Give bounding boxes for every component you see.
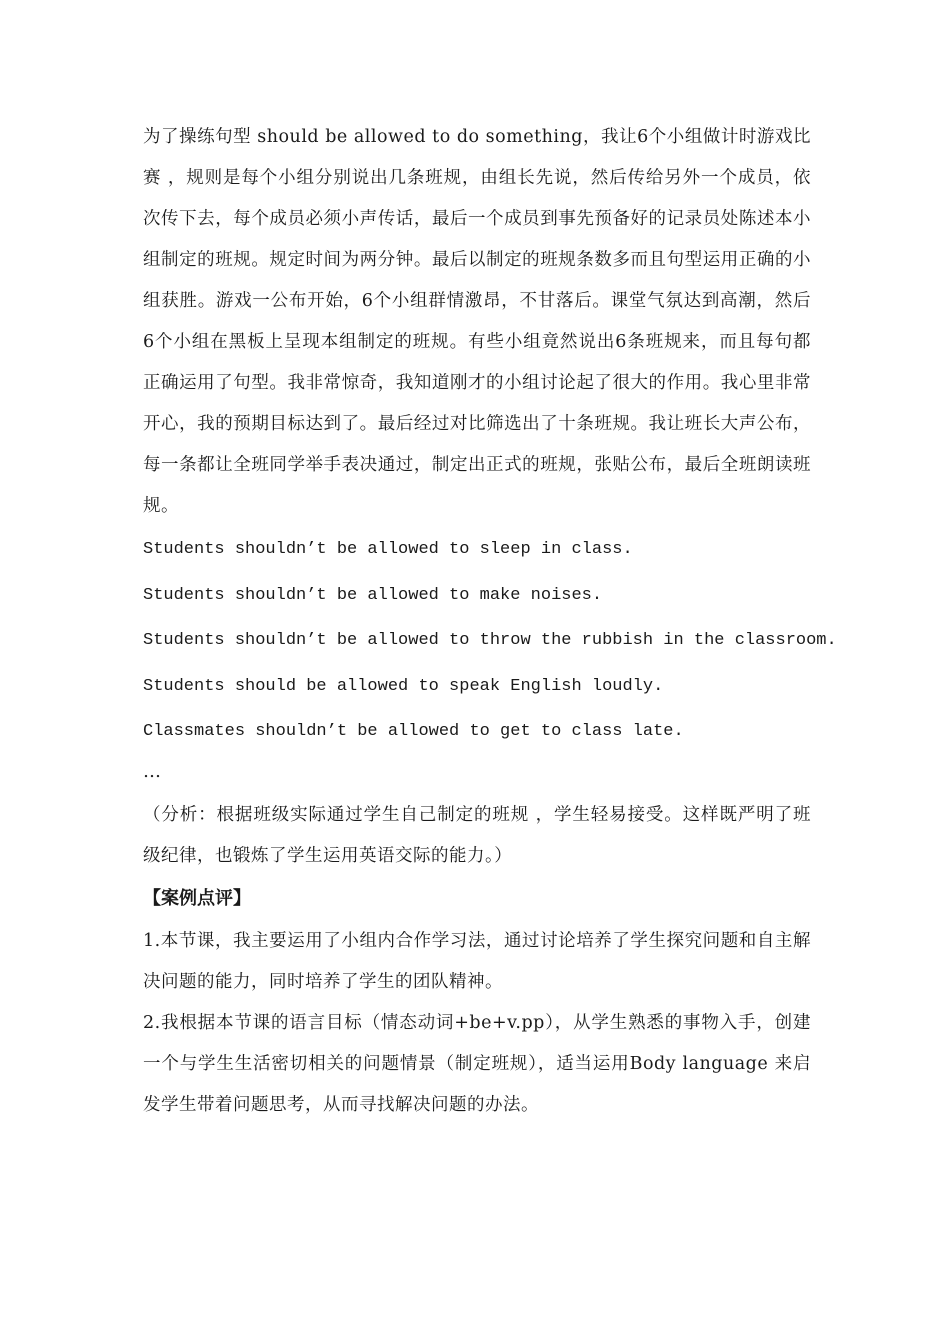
class-rule-sentence: Classmates shouldn’t be allowed to get to class late. (143, 722, 684, 741)
class-rule-sentence: Students shouldn’t be allowed to make noises. (143, 585, 603, 605)
review-point-2: 2.我根据本节课的语言目标（情态动词+be+v.pp），从学生熟悉的事物入手，创建一个与学生生活密切相关的问题情景（制定班规），适当运用Body language 来启发学生带着问题思考，从而寻找解决问题的办法。 (143, 1012, 811, 1115)
class-rule-sentence: Students should be allowed to speak English loudly. (143, 676, 664, 696)
class-rules-list (143, 527, 837, 755)
class-rule-sentence: Students shouldn’t be allowed to sleep in class. (143, 540, 633, 559)
analysis-paragraph: （分析：根据班级实际通过学生自己制定的班规 ，学生轻易接受。这样既严明了班级纪律，也锻炼了学生运用英语交际的能力。） (143, 804, 811, 866)
ellipsis: … (143, 760, 161, 782)
case-review-heading: 【案例点评】 (143, 887, 251, 909)
document-body (143, 117, 837, 1126)
class-rule-sentence: Students shouldn’t be allowed to throw the rubbish in the classroom. (143, 631, 837, 650)
review-point-1: 1.本节课，我主要运用了小组内合作学习法，通过讨论培养了学生探究问题和自主解决问题的能力，同时培养了学生的团队精神。 (143, 930, 811, 992)
intro-paragraph: 为了操练句型 should be allowed to do something，我让6个小组做计时游戏比赛 ，规则是每个小组分别说出几条班规，由组长先说，然后传给另外一个成员，依次传下去，每个成员必须小声传话，最后一个成员到事先预备好的记录员处陈述本小组制定的班规。规定时间为两分钟。最后以制定的班规条数多而且句型运用正确的小组获胜。游戏一公布开始，6个小组群情激昂，不甘落后。课堂气氛达到高潮，然后6个小组在黑板上呈现本组制定的班规。有些小组竟然说出6条班规来，而且每句都正确运用了句型。我非常惊奇，我知道刚才的小组讨论起了很大的作用。我心里非常开心，我的预期目标达到了。最后经过对比筛选出了十条班规。我让班长大声公布，每一条都让全班同学举手表决通过，制定出正式的班规，张贴公布，最后全班朗读班规。 (143, 127, 811, 516)
